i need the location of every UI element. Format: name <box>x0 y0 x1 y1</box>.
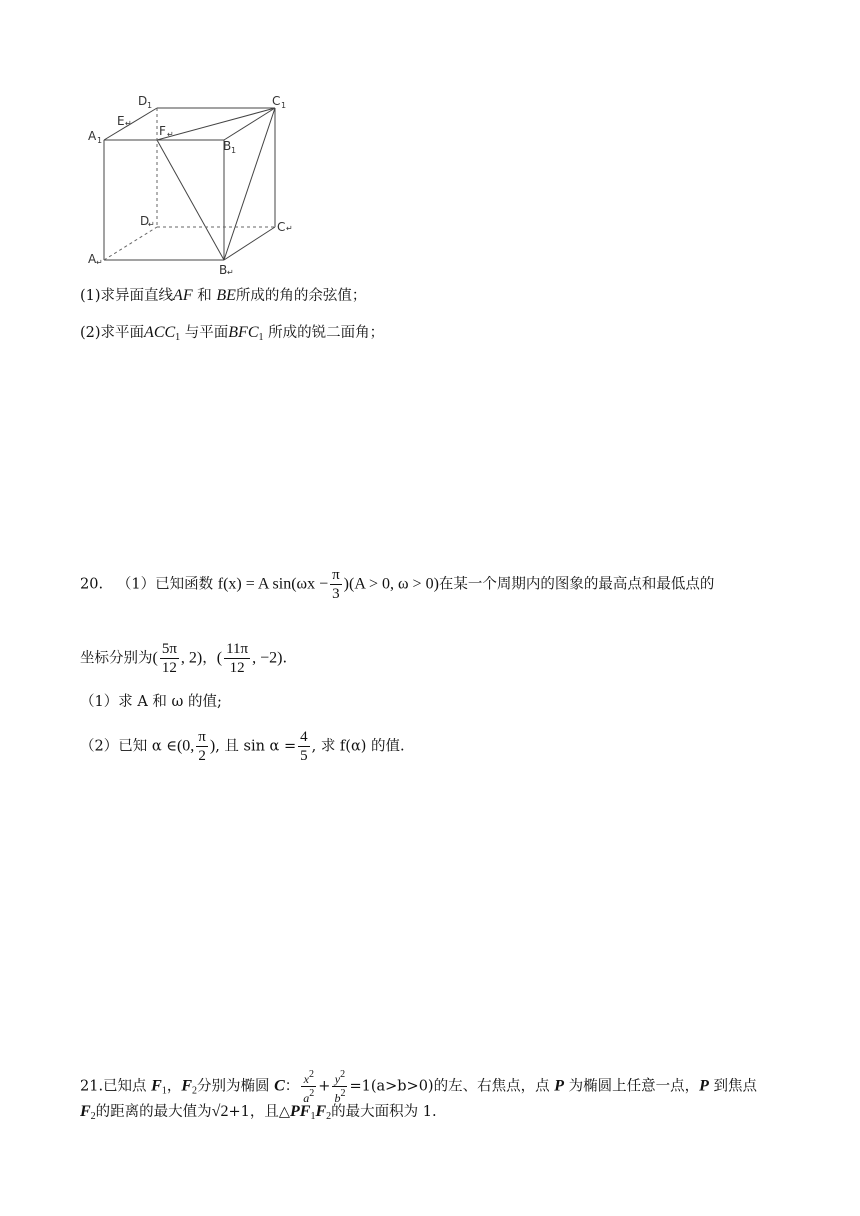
svg-text:↵: ↵ <box>227 268 234 277</box>
q20-line1: 20. （1）已知函数 f(x) = A sin(ωx − $\frac{\pi}{3}$ )(A > 0, ω > 0)在某一个周期内的图象的最高点和最低点的 <box>80 567 715 602</box>
q20-line2: 坐标分别为( $\frac{5\pi}{12}$ , 2)，( $\frac{11\pi}{12}$ , −2). <box>80 641 288 676</box>
q20-sub1: （1）求 A 和 ω 的值; <box>80 694 222 710</box>
label-a: A <box>88 252 97 266</box>
label-b1: B <box>223 139 232 153</box>
svg-text:↵: ↵ <box>148 220 155 229</box>
svg-text:↵: ↵ <box>96 258 103 267</box>
svg-text:1: 1 <box>147 101 153 110</box>
cube-figure <box>80 88 300 280</box>
label-c1: C <box>272 94 281 108</box>
q19-part2: (2)求平面$ACC_1$ 与平面$BFC_1$ 所成的锐二面角； <box>80 324 385 343</box>
label-f: F <box>159 124 166 138</box>
svg-text:1: 1 <box>97 136 103 145</box>
label-d1: D <box>138 94 148 108</box>
svg-text:1: 1 <box>281 101 287 110</box>
label-a1: A <box>88 129 97 143</box>
q19-part1: (1)求异面直线AF 和 BE所成的角的余弦值； <box>80 287 367 304</box>
q21-line1: 21.已知点 $F_1$，$F_2$分别为椭圆 C： $\frac{x^2}{a^2}$ + $\frac{y^2}{b^2}$ =1(a>b>0)的左、右焦点，点 P 为椭圆上任意一点，P 到焦点 <box>80 1069 757 1105</box>
label-d: D <box>140 214 150 228</box>
svg-text:↵: ↵ <box>167 130 174 139</box>
svg-text:↵: ↵ <box>286 224 293 233</box>
label-b: B <box>219 263 228 277</box>
label-c: C <box>277 220 286 234</box>
label-e: E <box>117 114 125 128</box>
q21-line2: $F_2$的距离的最大值为√2+1，且$\triangle PF_1F_2$的最大面积为 1. <box>80 1103 437 1122</box>
svg-text:↵: ↵ <box>125 119 132 128</box>
svg-text:1: 1 <box>231 146 237 155</box>
q20-sub2: （2）已知 α ∈(0, $\frac{\pi}{2}$ ), 且 sin α = $\frac{4}{5}$ , 求 f(α) 的值. <box>80 729 405 764</box>
